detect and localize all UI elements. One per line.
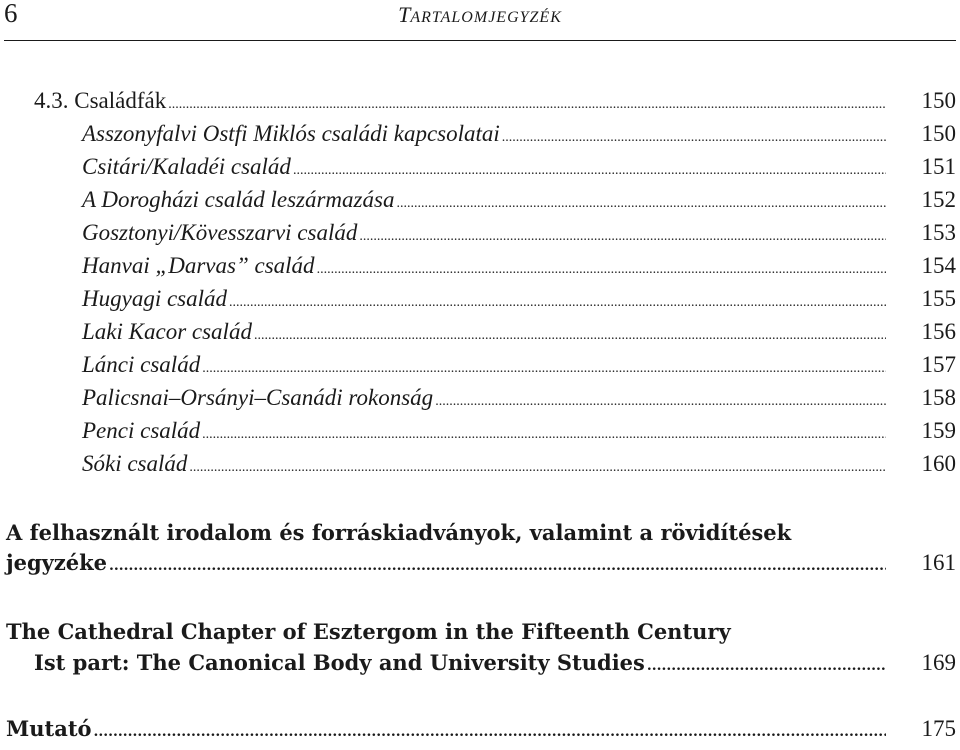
toc-entry-title: Lánci család: [82, 352, 201, 377]
toc-entry-page: 154: [921, 253, 956, 278]
toc-entry-page: 159: [921, 418, 956, 443]
dot-leader: [168, 97, 886, 113]
dot-leader: [202, 361, 886, 377]
page-header: [0, 0, 960, 36]
running-head-initial: T: [398, 2, 411, 27]
toc-entry-csaladfak[interactable]: [0, 88, 960, 122]
toc-entry-title: Mutató: [6, 716, 92, 741]
toc-entry-page: 161: [921, 550, 956, 575]
dot-leader: [293, 163, 886, 179]
toc-entry[interactable]: [0, 286, 960, 320]
header-rule: [4, 40, 956, 41]
dot-leader: [435, 394, 886, 410]
dot-leader: [317, 262, 886, 278]
dot-leader: [94, 724, 886, 740]
dot-leader: [189, 460, 886, 476]
toc-entry-title: Laki Kacor család: [82, 319, 252, 344]
toc-entry-page: 155: [921, 286, 956, 311]
toc-entry-title: Hanvai „Darvas” család: [82, 253, 315, 278]
toc-entry-title: Gosztonyi/Kövesszarvi család: [82, 220, 358, 245]
toc-entry-title: Sóki család: [82, 451, 188, 476]
toc-entry[interactable]: [0, 319, 960, 353]
toc-entry-page: 152: [921, 187, 956, 212]
toc-entry[interactable]: [0, 451, 960, 485]
dot-leader: [502, 130, 886, 146]
toc-entry-page: 150: [921, 121, 956, 146]
toc-entry-page: 160: [921, 451, 956, 476]
toc-entry-page: 151: [921, 154, 956, 179]
toc-entry-page: 150: [921, 88, 956, 113]
toc-entry-title: Palicsnai–Orsányi–Csanádi rokonság: [82, 385, 434, 410]
toc-entry-page: 158: [921, 385, 956, 410]
toc-entry[interactable]: [0, 418, 960, 452]
toc-entry[interactable]: [0, 385, 960, 419]
toc-entry[interactable]: [0, 253, 960, 287]
toc-entry-title: A Dorogházi család leszármazása: [82, 187, 395, 212]
toc-entry-page: 175: [921, 716, 956, 741]
toc-entry-page: 153: [921, 220, 956, 245]
toc-english-line1: The Cathedral Chapter of Esztergom in the Fifteenth Century: [6, 619, 731, 644]
toc-entry-title: Asszonyfalvi Ostfi Miklós családi kapcsolatai: [82, 121, 500, 146]
toc-literature-line1: A felhasznált irodalom és forráskiadványok, valamint a rövidítések: [6, 520, 792, 545]
toc-entry-title: Hugyagi család: [82, 286, 228, 311]
dot-leader: [202, 427, 886, 443]
toc-entry-title: Penci család: [82, 418, 201, 443]
toc-entry[interactable]: [0, 352, 960, 386]
toc-entry-page: 156: [921, 319, 956, 344]
toc-entry-english[interactable]: [0, 650, 960, 684]
toc-entry-page: 157: [921, 352, 956, 377]
toc-entry[interactable]: [0, 220, 960, 254]
dot-leader: [109, 558, 886, 574]
running-head-rest: ARTALOMJEGYZÉK: [410, 9, 562, 26]
dot-leader: [647, 658, 886, 674]
toc-entry-index[interactable]: [0, 716, 960, 750]
toc-entry-title: jegyzéke: [6, 550, 108, 575]
toc-entry[interactable]: [0, 187, 960, 221]
dot-leader: [254, 328, 886, 344]
running-head: [0, 2, 960, 28]
toc-entry[interactable]: [0, 154, 960, 188]
dot-leader: [396, 196, 886, 212]
toc-entry-literature[interactable]: [0, 550, 960, 584]
dot-leader: [229, 295, 886, 311]
toc-entry-title: 4.3. Családfák: [34, 88, 167, 113]
toc-entry[interactable]: [0, 121, 960, 155]
toc-entry-title: Csitári/Kaladéi család: [82, 154, 291, 179]
dot-leader: [359, 229, 886, 245]
toc-entry-page: 169: [921, 650, 956, 675]
toc-entry-title: Ist part: The Canonical Body and University Studies: [34, 650, 645, 675]
page-number: 6: [4, 0, 18, 28]
